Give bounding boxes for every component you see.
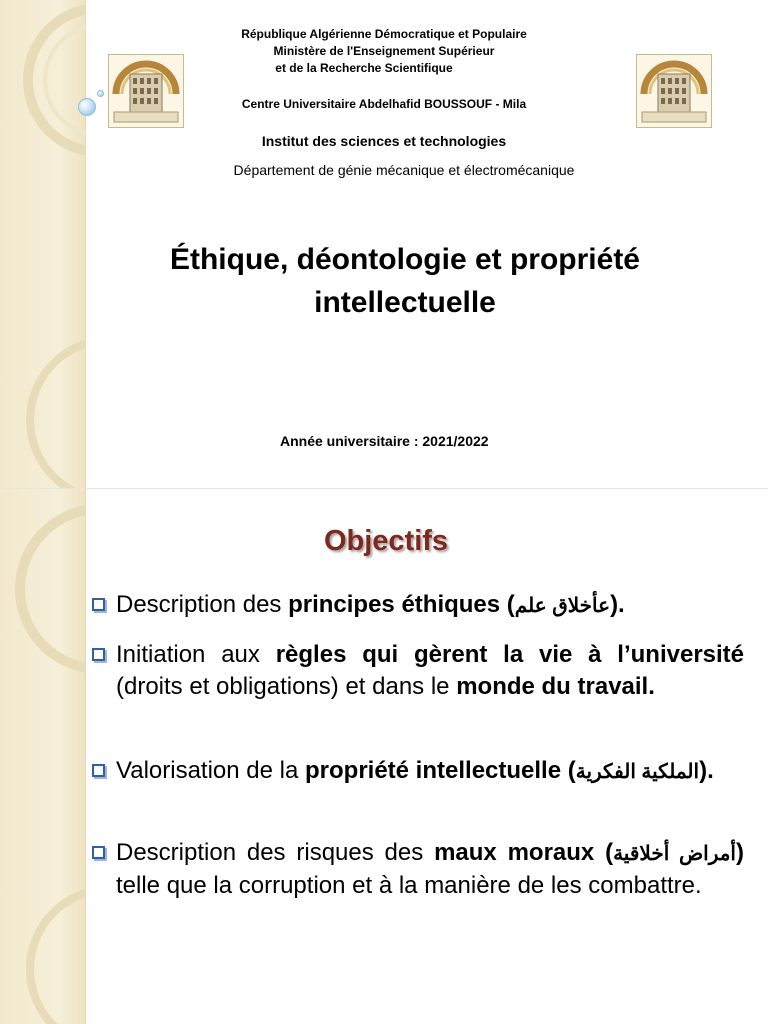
objective-bold: maux moraux ( [434, 839, 614, 866]
checkbox-bullet-icon [92, 846, 105, 859]
course-title-line1: Éthique, déontologie et propriété [169, 243, 640, 276]
course-title-line2: intellectuelle [314, 286, 496, 319]
academic-year: Année universitaire : 2021/2022 [280, 433, 489, 449]
objective-bold: ). [699, 757, 714, 784]
objective-bold: ). [610, 591, 625, 618]
objective-text: telle que la corruption et à la manière de les combattre. [116, 872, 702, 899]
objective-item [92, 639, 744, 703]
checkbox-bullet-icon [92, 598, 105, 611]
title-slide [0, 0, 768, 488]
arabic-term: عأخلاق علم [514, 595, 611, 617]
objective-item [92, 755, 744, 788]
objective-bold: propriété intellectuelle ( [305, 757, 576, 784]
checkbox-bullet-icon [92, 764, 105, 777]
header-republic: République Algérienne Démocratique et Populaire [241, 27, 527, 41]
objective-item [92, 589, 744, 622]
header-research: et de la Recherche Scientifique [275, 61, 453, 75]
objective-text: Description des [116, 591, 289, 618]
objective-text: Valorisation de la [116, 757, 305, 784]
university-logo-left [108, 54, 184, 128]
objectives-slide [0, 488, 768, 1024]
objective-text: (droits et obligations) et dans le [116, 673, 457, 700]
arabic-term: الملكية الفكرية [575, 761, 700, 783]
checkbox-bullet-icon [92, 648, 105, 661]
header-institute: Institut des sciences et technologies [261, 133, 507, 149]
objective-bold: principes éthiques ( [288, 591, 515, 618]
university-logo-right [636, 54, 712, 128]
header-ministry: Ministère de l'Enseignement Supérieur [273, 44, 495, 58]
decorative-bubble [97, 90, 104, 97]
objective-bold: ) [736, 839, 744, 866]
objective-text: Initiation aux [116, 641, 276, 668]
arabic-term: أمراض أخلاقية [613, 843, 736, 865]
decorative-strip [0, 489, 86, 1024]
objectives-title: Objectifs [323, 525, 449, 557]
header-department: Département de génie mécanique et électromécanique [233, 162, 575, 178]
objective-bold: monde du travail. [456, 673, 655, 700]
objective-text: Description des risques des [116, 839, 435, 866]
objective-item [92, 837, 744, 902]
objective-bold: règles qui gèrent la vie à l’université [275, 641, 745, 668]
header-university: Centre Universitaire Abdelhafid BOUSSOUF - Mila [241, 97, 527, 111]
